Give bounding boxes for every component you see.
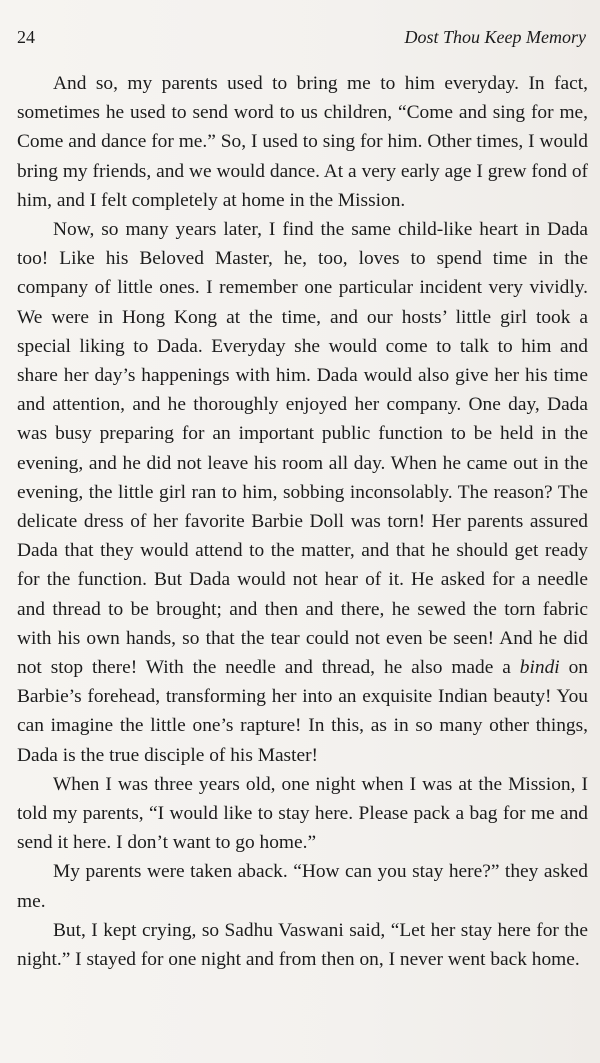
body-text (17, 69, 588, 974)
paragraph-3: When I was three years old, one night when I was at the Mission, I told my parents, “I would like to stay here. Please pack a bag for me and send it here. I don’t want to go home.” (17, 773, 588, 854)
running-title: Dost Thou Keep Memory (404, 27, 586, 47)
paragraph-4: My parents were taken aback. “How can you stay here?” they asked me. (17, 861, 588, 912)
paragraph-2-text-after: on Barbie’s forehead, transforming her into an exquisite Indian beauty! You can imagine the little one’s rapture! In this, as in so many other things, Dada is the true disciple of his Master! (17, 657, 588, 766)
paragraph-5: But, I kept crying, so Sadhu Vaswani said, “Let her stay here for the night.” I stayed for one night and from then on, I never went back home. (17, 919, 588, 971)
page-header (17, 27, 586, 51)
paragraph-2 (17, 215, 588, 770)
paragraph-1: And so, my parents used to bring me to him everyday. In fact, sometimes he used to send word to us children, “Come and sing for me, Come and dance for me.” So, I used to sing for him. Other times, I would bring my friends, and we would dance. At a very early age I grew fond of him, and I felt completely at home in the Mission. (17, 73, 588, 211)
bindi-italic-word: bindi (519, 657, 560, 679)
paragraph-2-text-before: Now, so many years later, I find the same child-like heart in Dada too! Like his Beloved Master, he, too, loves to spend time in the company of little ones. I remember one particular incident very vividly. We were in Hong Kong at the time, and our hosts’ little girl took a special liking to Dada. Everyday she would come to talk to him and share her day’s happenings with him. Dada would also give her his time and attention, and he thoroughly enjoyed her company. One day, Dada was busy preparing for an important public function to be held in the evening, and he did not leave his room all day. When he came out in the evening, the little girl ran to him, sobbing inconsolably. The reason? The delicate dress of her favorite Barbie Doll was torn! Her parents assured Dada that they would attend to the matter, and that he should get ready for the function. But Dada would not hear of it. He asked for a needle and thread to be brought; and then and there, he sewed the torn fabric with his own hands, so that the tear could not even be seen! And he did not stop there! With the needle and thread, he also made a (17, 219, 588, 679)
page-number: 24 (17, 27, 35, 47)
